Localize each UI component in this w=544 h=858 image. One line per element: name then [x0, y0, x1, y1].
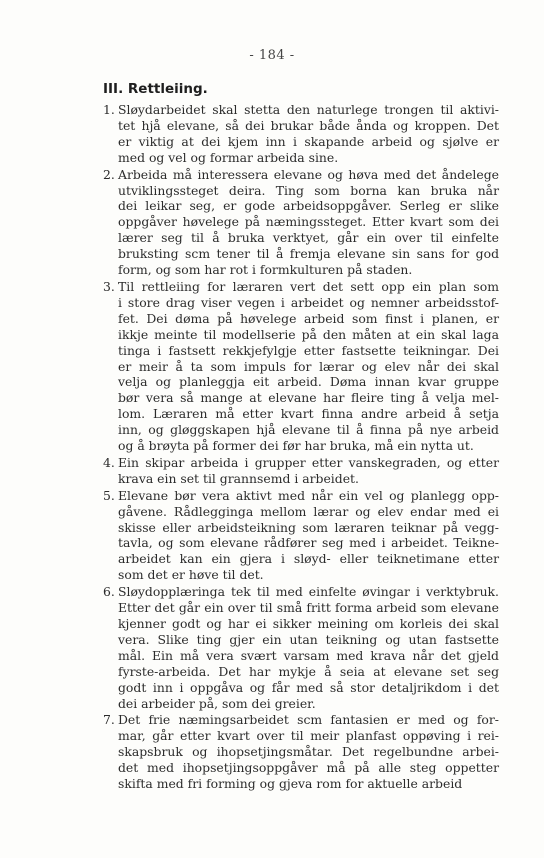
text-line: dei arbeider på, som dei greier.	[118, 695, 316, 711]
list-item	[103, 102, 499, 166]
text-line: Til rettleiing for læraren vert det sett opp ein plan som	[118, 278, 499, 294]
text-line: skifta med fri forming og gjeva rom for aktuelle arbeid	[118, 776, 463, 792]
list-item	[103, 455, 499, 487]
text-line: lom. Læraren må etter kvart finna andre arbeid å setja	[118, 406, 499, 422]
item-text	[118, 584, 499, 711]
text-line: form, og som har rot i formkulturen på staden.	[118, 262, 413, 278]
text-line: er viktig at dei kjem inn i skapande arbeid og sjølve er	[118, 133, 499, 149]
text-line: tet hjå elevane, så dei brukar både ånda og kroppen. Det	[118, 117, 499, 133]
text-line: arbeidet kan ein gjera i sløyd- eller teiknetimane etter	[118, 551, 499, 567]
text-line: Sløydarbeidet skal stetta den naturlege trongen til aktivi-	[118, 102, 499, 117]
item-number: 6.	[103, 584, 115, 600]
text-line: bør vera så mange at elevane har fleire ting å velja mel-	[118, 390, 499, 406]
page-number: - 184 -	[249, 48, 295, 63]
section-heading: III. Rettleiing.	[103, 81, 208, 97]
text-line: oppgåver høvelege på næmingssteget. Etter kvart som dei	[118, 214, 499, 230]
text-line: ikkje meinte til modellserie på den måten at ein skal laga	[118, 326, 499, 342]
list-item	[103, 167, 499, 278]
item-number: 3.	[103, 278, 115, 294]
text-line: Ein skipar arbeida i grupper etter vanskegraden, og etter	[118, 454, 499, 470]
item-number: 7.	[103, 712, 115, 728]
text-line: bruksting scm tener til å fremja elevane sin sans for god	[118, 246, 499, 262]
item-text	[118, 102, 499, 166]
item-number: 5.	[103, 487, 115, 503]
list-item	[103, 279, 499, 454]
item-number: 1.	[103, 102, 115, 117]
item-text	[118, 712, 499, 792]
text-line: med og vel og formar arbeida sine.	[118, 149, 339, 165]
text-line: dei leikar seg, er gode arbeidsoppgåver. Serleg er slike	[118, 198, 499, 214]
text-line: skisse eller arbeidsteikning som læraren teiknar på vegg-	[118, 519, 499, 535]
text-line: inn, og gløggskapen hjå elevane til å finna på nye arbeid	[118, 422, 499, 438]
text-line: det med ihopsetjingsoppgåver må på alle steg oppetter	[118, 760, 499, 776]
item-text	[118, 455, 499, 487]
text-line: fet. Dei døma på høvelege arbeid som finst i planen, er	[118, 310, 499, 326]
text-line: og å brøyta på former dei før har bruka, må ein nytta ut.	[118, 438, 474, 454]
item-text	[118, 488, 499, 583]
text-line: Elevane bør vera aktivt med når ein vel og planlegg opp-	[118, 487, 499, 503]
item-number: 2.	[103, 166, 115, 182]
text-line: Etter det går ein over til små fritt forma arbeid som elevane	[118, 600, 499, 616]
text-line: tinga i fastsett rekkjefylgje etter fastsette teikningar. Dei	[118, 342, 499, 358]
item-number: 4.	[103, 454, 115, 470]
text-line: som det er høve til det.	[118, 567, 264, 583]
text-line: krava ein set til grannsemd i arbeidet.	[118, 470, 359, 486]
text-line: utviklingssteget deira. Ting som borna kan bruka når	[118, 182, 499, 198]
numbered-list	[103, 102, 499, 793]
text-line: er meir å ta som impuls for lærar og elev når dei skal	[118, 358, 499, 374]
text-line: Det frie næmingsarbeidet scm fantasien er med og for-	[118, 712, 499, 728]
text-line: lærer seg til å bruka verktyet, går ein over til einfelte	[118, 230, 499, 246]
text-line: Arbeida må interessera elevane og høva med det åndelege	[118, 166, 499, 182]
text-line: tavla, og som elevane rådfører seg med i arbeidet. Teikne-	[118, 535, 499, 551]
list-item	[103, 712, 499, 792]
item-text	[118, 167, 499, 278]
text-line: kjenner godt og har ei sikker meining om korleis dei skal	[118, 616, 499, 631]
item-text	[118, 279, 499, 454]
list-item	[103, 488, 499, 583]
text-line: mål. Ein må vera svært varsam med krava når det gjeld	[118, 647, 499, 663]
list-item	[103, 584, 499, 711]
text-line: vera. Slike ting gjer ein utan teikning og utan fastsette	[118, 631, 499, 647]
text-line: gåvene. Rådlegginga mellom lærar og elev endar med ei	[118, 503, 499, 519]
text-line: Sløydopplæringa tek til med einfelte øvingar i verktybruk.	[118, 584, 499, 600]
text-line: skapsbruk og ihopsetjingsmåtar. Det regelbundne arbei-	[118, 744, 499, 760]
text-line: mar, går etter kvart over til meir planfast oppøving i rei-	[118, 728, 499, 744]
text-line: velja og planleggja eit arbeid. Døma innan kvar gruppe	[118, 374, 499, 390]
text-line: godt inn i oppgåva og får med så stor detaljrikdom i det	[118, 679, 499, 695]
text-line: i store drag viser vegen i arbeidet og nemner arbeidsstof-	[118, 294, 499, 310]
text-line: fyrste-arbeida. Det har mykje å seia at elevane set seg	[118, 663, 499, 679]
